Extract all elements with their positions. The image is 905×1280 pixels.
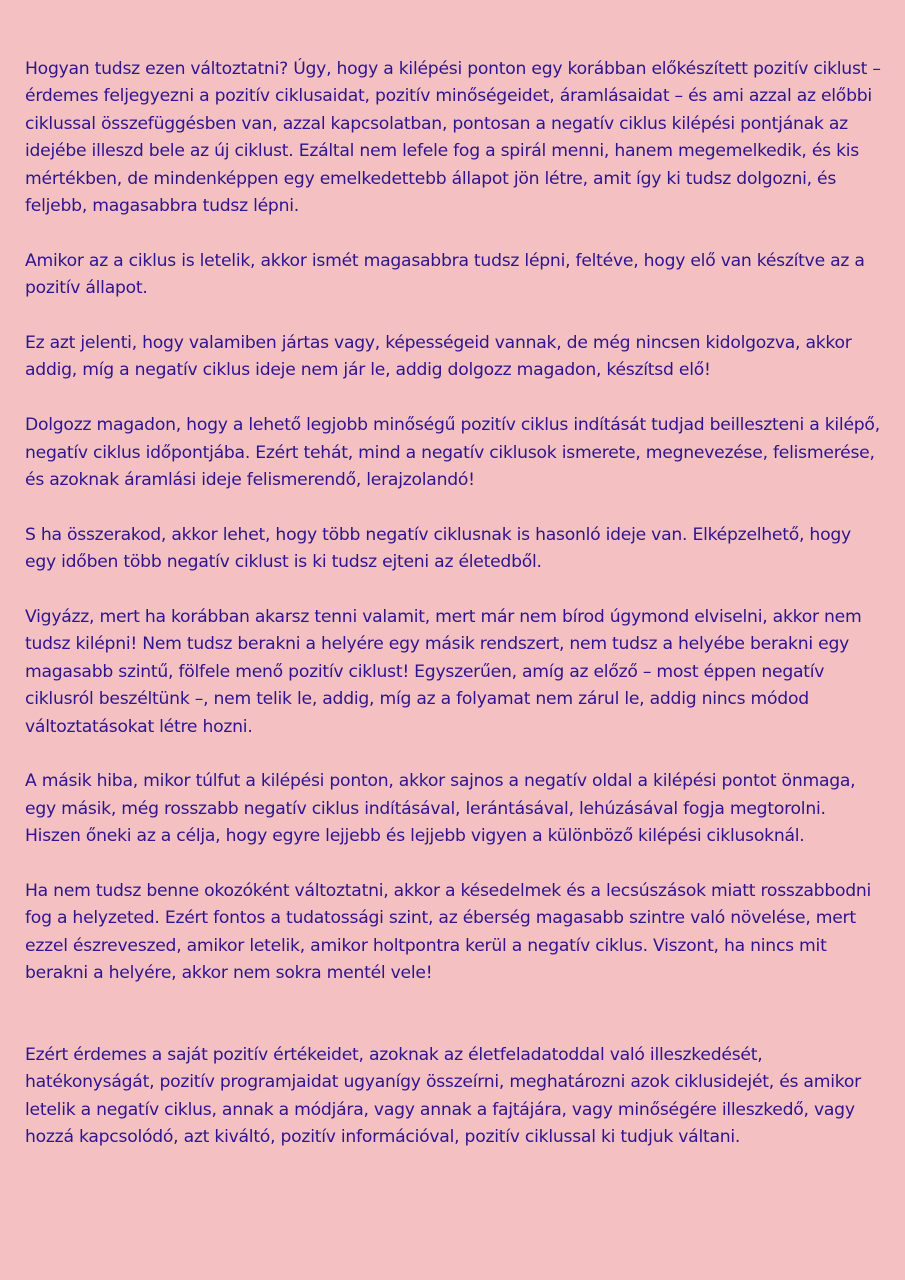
paragraph-1: Hogyan tudsz ezen változtatni? Úgy, hogy a kilépési ponton egy korábban előkészített pozitív ciklust – érdemes feljegyezni a pozitív ciklusaidat, pozitív minőségeidet, áramlásaidat – és ami azzal az előbbi ciklussal összefüggésben van, azzal kapcsolatban, pontosan a negatív ciklus kilépési pontjának az idejébe illeszd bele az új ciklust. Ezáltal nem lefele fog a spirál menni, hanem megemelkedik, és kis mértékben, de mindenképpen egy emelkedettebb állapot jön létre, amit így ki tudsz dolgozni, és feljebb, magasabbra tudsz lépni. — [25, 59, 881, 217]
paragraph-7: A másik hiba, mikor túlfut a kilépési ponton, akkor sajnos a negatív oldal a kilépési pontot önmaga, egy másik, még rosszabb negatív ciklus indításával, lerántásával, lehúzásával fogja megtorolni. Hiszen őneki az a célja, hogy egyre lejjebb és lejjebb vigyen a különböző kilépési ciklusoknál. — [25, 771, 856, 847]
paragraph-6: Vigyázz, mert ha korábban akarsz tenni valamit, mert már nem bírod úgymond elviselni, akkor nem tudsz kilépni! Nem tudsz berakni a helyére egy másik rendszert, nem tudsz a helyébe berakni egy magasabb szintű, fölfele menő pozitív ciklust! Egyszerűen, amíg az előző – most éppen negatív ciklusról beszéltünk –, nem telik le, addig, míg az a folyamat nem zárul le, addig nincs módod változtatásokat létre hozni. — [25, 607, 862, 737]
paragraph-8: Ha nem tudsz benne okozóként változtatni, akkor a késedelmek és a lecsúszások miatt rosszabbodni fog a helyzeted. Ezért fontos a tudatossági szint, az éberség magasabb szintre való növelése, mert ezzel észreveszed, amikor letelik, amikor holtpontra kerül a negatív ciklus. Viszont, ha nincs mit berakni a helyére, akkor nem sokra mentél vele! — [25, 881, 872, 984]
paragraph-gap — [25, 385, 885, 412]
paragraph-gap — [25, 220, 885, 247]
paragraph-3: Ez azt jelenti, hogy valamiben jártas vagy, képességeid vannak, de még nincsen kidolgozva, akkor addig, míg a negatív ciklus ideje nem jár le, addig dolgozz magadon, készítsd elő! — [25, 333, 852, 381]
paragraph-5: S ha összerakod, akkor lehet, hogy több negatív ciklusnak is hasonló ideje van. Elképzelhető, hogy egy időben több negatív ciklust is ki tudsz ejteni az életedből. — [25, 524, 851, 573]
paragraph-gap — [25, 303, 885, 330]
paragraph-gap — [25, 494, 885, 521]
paragraph-9: Ezért érdemes a saját pozitív értékeidet, azoknak az életfeladatoddal való illeszkedését, hatékonyságát, pozitív programjaidat ugyanígy összeírni, meghatározni azok ciklusidejét, és amikor letelik a negatív ciklus, annak a módjára, vagy annak a fajtájára, vagy minőségére illeszkedő, vagy hozzá kapcsolódó, azt kiváltó, pozitív információval, pozitív ciklussal ki tudjuk váltani. — [25, 1044, 861, 1147]
paragraph-gap — [25, 577, 885, 604]
paragraph-2: Amikor az a ciklus is letelik, akkor ismét magasabbra tudsz lépni, feltéve, hogy elő van készítve az a pozitív állapot. — [25, 250, 865, 299]
paragraph-gap — [25, 741, 885, 768]
paragraph-gap — [25, 851, 885, 878]
paragraph-gap-large — [25, 988, 885, 1042]
paragraph-4: Dolgozz magadon, hogy a lehető legjobb minőségű pozitív ciklus indítását tudjad beilleszteni a kilépő, negatív ciklus időpontjába. Ezért tehát, mind a negatív ciklusok ismerete, megnevezése, felismerése, és azoknak áramlási ideje felismerendő, lerajzolandó! — [25, 415, 880, 491]
